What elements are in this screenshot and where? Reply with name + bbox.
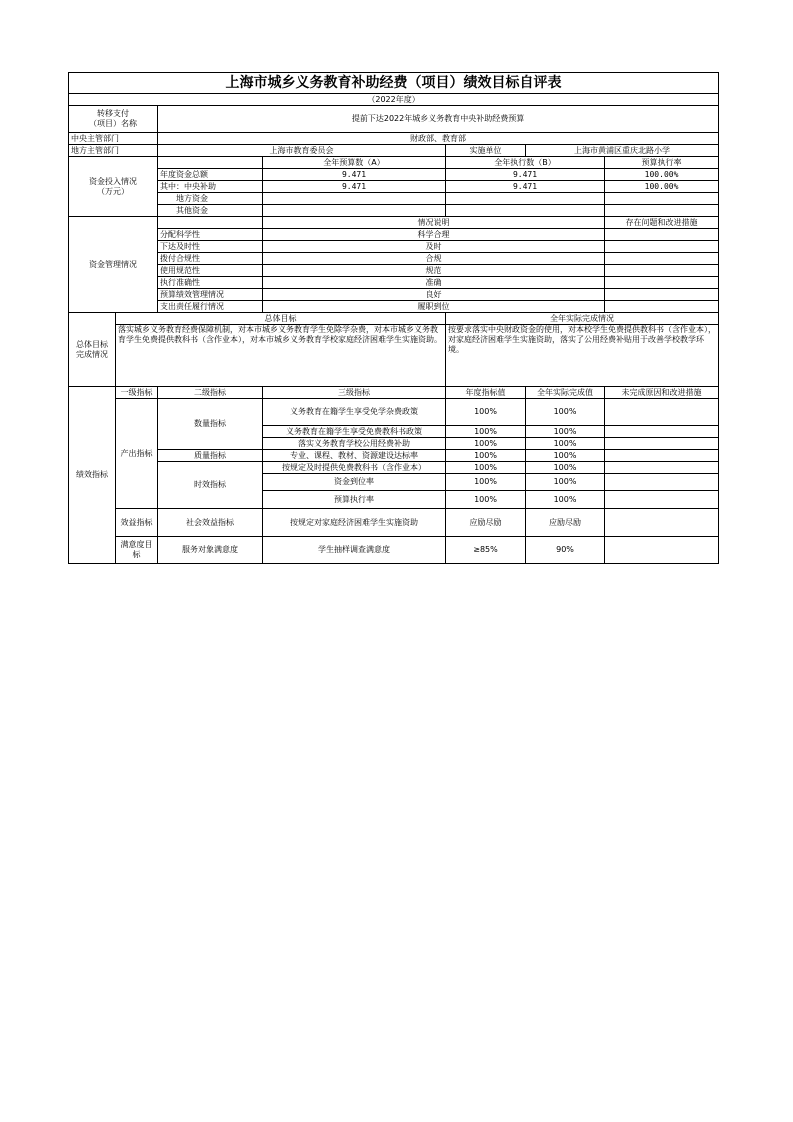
management-row-label: 分配科学性 (158, 229, 263, 241)
funds-row-rate (605, 193, 719, 205)
perf-row-l3: 专业、课程、教材、资源建设达标率 (263, 450, 446, 462)
perf-social-label: 社会效益指标 (158, 509, 263, 537)
perf-col-l3: 三级指标 (263, 387, 446, 399)
funds-blank-header (158, 157, 263, 169)
perf-timeliness-label: 时效指标 (158, 462, 263, 509)
perf-service-label: 服务对象满意度 (158, 537, 263, 564)
perf-row-l3: 按规定及时提供免费教科书（含作业本） (263, 462, 446, 474)
impl-unit-value: 上海市黄浦区重庆北路小学 (526, 145, 719, 157)
management-row-desc: 规范 (263, 265, 605, 277)
perf-row-actual: 100% (526, 462, 605, 474)
perf-row-target: 100% (446, 426, 526, 438)
local-dept-label: 地方主管部门 (69, 145, 158, 157)
management-col-desc: 情况说明 (263, 217, 605, 229)
management-row-label: 下达及时性 (158, 241, 263, 253)
funds-section-label: 资金投入情况 （万元） (69, 157, 158, 217)
management-row-issue (605, 229, 719, 241)
perf-row-actual: 100% (526, 474, 605, 491)
management-section-label: 资金管理情况 (69, 217, 158, 313)
perf-row-reason (605, 474, 719, 491)
funds-row-label: 地方资金 (158, 193, 263, 205)
perf-row-actual: 100% (526, 399, 605, 426)
management-row-desc: 准确 (263, 277, 605, 289)
management-row-issue (605, 277, 719, 289)
management-row-label: 支出责任履行情况 (158, 301, 263, 313)
perf-row-reason (605, 450, 719, 462)
local-dept-value: 上海市教育委员会 (158, 145, 446, 157)
perf-quantity-label: 数量指标 (158, 399, 263, 450)
perf-row-reason (605, 426, 719, 438)
perf-output-label: 产出指标 (116, 399, 158, 509)
perf-row-actual: 100% (526, 438, 605, 450)
funds-row-label: 其中：中央补助 (158, 181, 263, 193)
management-blank-header (158, 217, 263, 229)
perf-col-l1: 一级指标 (116, 387, 158, 399)
management-col-issue: 存在问题和改进措施 (605, 217, 719, 229)
management-row-label: 预算绩效管理情况 (158, 289, 263, 301)
goals-goal-text: 落实城乡义务教育经费保障机制，对本市城乡义务教育学生免除学杂费，对本市城乡义务教育学生免费提供教科书（含作业本），对本市城乡义务教育学校家庭经济困难学生实施资助。 (116, 325, 446, 387)
perf-benefit-label: 效益指标 (116, 509, 158, 537)
funds-row-budget: 9.471 (263, 181, 446, 193)
management-row-label: 拨付合规性 (158, 253, 263, 265)
perf-row-actual: 100% (526, 491, 605, 509)
performance-section-label: 绩效指标 (69, 387, 116, 564)
funds-row-rate: 100.00% (605, 181, 719, 193)
perf-row-l3: 落实义务教育学校公用经费补助 (263, 438, 446, 450)
goals-col-actual: 全年实际完成情况 (446, 313, 719, 325)
funds-row-exec: 9.471 (446, 169, 605, 181)
funds-row-exec (446, 193, 605, 205)
perf-quality-label: 质量指标 (158, 450, 263, 462)
perf-row-actual: 应励尽励 (526, 509, 605, 537)
perf-row-target: 100% (446, 450, 526, 462)
goals-col-goal: 总体目标 (116, 313, 446, 325)
goals-section-label: 总体目标 完成情况 (69, 313, 116, 387)
funds-row-exec (446, 205, 605, 217)
perf-row-l3: 义务教育在籍学生享受免学杂费政策 (263, 399, 446, 426)
funds-row-budget: 9.471 (263, 169, 446, 181)
central-dept-label: 中央主管部门 (69, 133, 158, 145)
perf-row-target: 100% (446, 474, 526, 491)
perf-row-l3: 义务教育在籍学生享受免费教科书政策 (263, 426, 446, 438)
management-row-desc: 科学合理 (263, 229, 605, 241)
year-label: （2022年度） (69, 94, 719, 106)
perf-row-target: 100% (446, 438, 526, 450)
perf-row-target: 100% (446, 491, 526, 509)
perf-row-reason (605, 438, 719, 450)
perf-row-l3: 按规定对家庭经济困难学生实施资助 (263, 509, 446, 537)
funds-row-budget (263, 205, 446, 217)
perf-row-actual: 90% (526, 537, 605, 564)
management-row-issue (605, 253, 719, 265)
central-dept-value: 财政部、教育部 (158, 133, 719, 145)
management-row-desc: 及时 (263, 241, 605, 253)
perf-row-reason (605, 462, 719, 474)
management-row-issue (605, 301, 719, 313)
funds-row-exec: 9.471 (446, 181, 605, 193)
management-row-label: 使用规范性 (158, 265, 263, 277)
funds-row-rate: 100.00% (605, 169, 719, 181)
funds-col-budget: 全年预算数（A） (263, 157, 446, 169)
perf-row-reason (605, 399, 719, 426)
funds-row-label: 年度资金总额 (158, 169, 263, 181)
perf-row-reason (605, 491, 719, 509)
management-row-issue (605, 289, 719, 301)
perf-row-actual: 100% (526, 426, 605, 438)
funds-col-rate: 预算执行率 (605, 157, 719, 169)
funds-row-rate (605, 205, 719, 217)
management-row-label: 执行准确性 (158, 277, 263, 289)
perf-row-l3: 资金到位率 (263, 474, 446, 491)
perf-row-actual: 100% (526, 450, 605, 462)
funds-row-label: 其他资金 (158, 205, 263, 217)
funds-col-exec: 全年执行数（B） (446, 157, 605, 169)
perf-row-target: ≥85% (446, 537, 526, 564)
perf-row-reason (605, 509, 719, 537)
management-row-desc: 履职到位 (263, 301, 605, 313)
perf-row-l3: 学生抽样调查满意度 (263, 537, 446, 564)
page-title: 上海市城乡义务教育补助经费（项目）绩效目标自评表 (69, 73, 719, 94)
perf-row-target: 应励尽励 (446, 509, 526, 537)
management-row-issue (605, 265, 719, 277)
perf-col-reason: 未完成原因和改进措施 (605, 387, 719, 399)
management-row-issue (605, 241, 719, 253)
funds-row-budget (263, 193, 446, 205)
evaluation-table (68, 72, 719, 564)
perf-col-l2: 二级指标 (158, 387, 263, 399)
perf-satisfaction-label: 满意度目 标 (116, 537, 158, 564)
perf-row-target: 100% (446, 399, 526, 426)
perf-col-actual: 全年实际完成值 (526, 387, 605, 399)
management-row-desc: 合规 (263, 253, 605, 265)
perf-row-reason (605, 537, 719, 564)
management-row-desc: 良好 (263, 289, 605, 301)
perf-row-l3: 预算执行率 (263, 491, 446, 509)
perf-row-target: 100% (446, 462, 526, 474)
perf-col-target: 年度指标值 (446, 387, 526, 399)
impl-unit-label: 实施单位 (446, 145, 526, 157)
goals-actual-text: 按要求落实中央财政资金的使用，对本校学生免费提供教科书（含作业本），对家庭经济困难学生实施资助，落实了公用经费补贴用于改善学校教学环境。 (446, 325, 719, 387)
project-name-label: 转移支付 （项目）名称 (69, 106, 158, 133)
project-name-value: 提前下达2022年城乡义务教育中央补助经费预算 (158, 106, 719, 133)
